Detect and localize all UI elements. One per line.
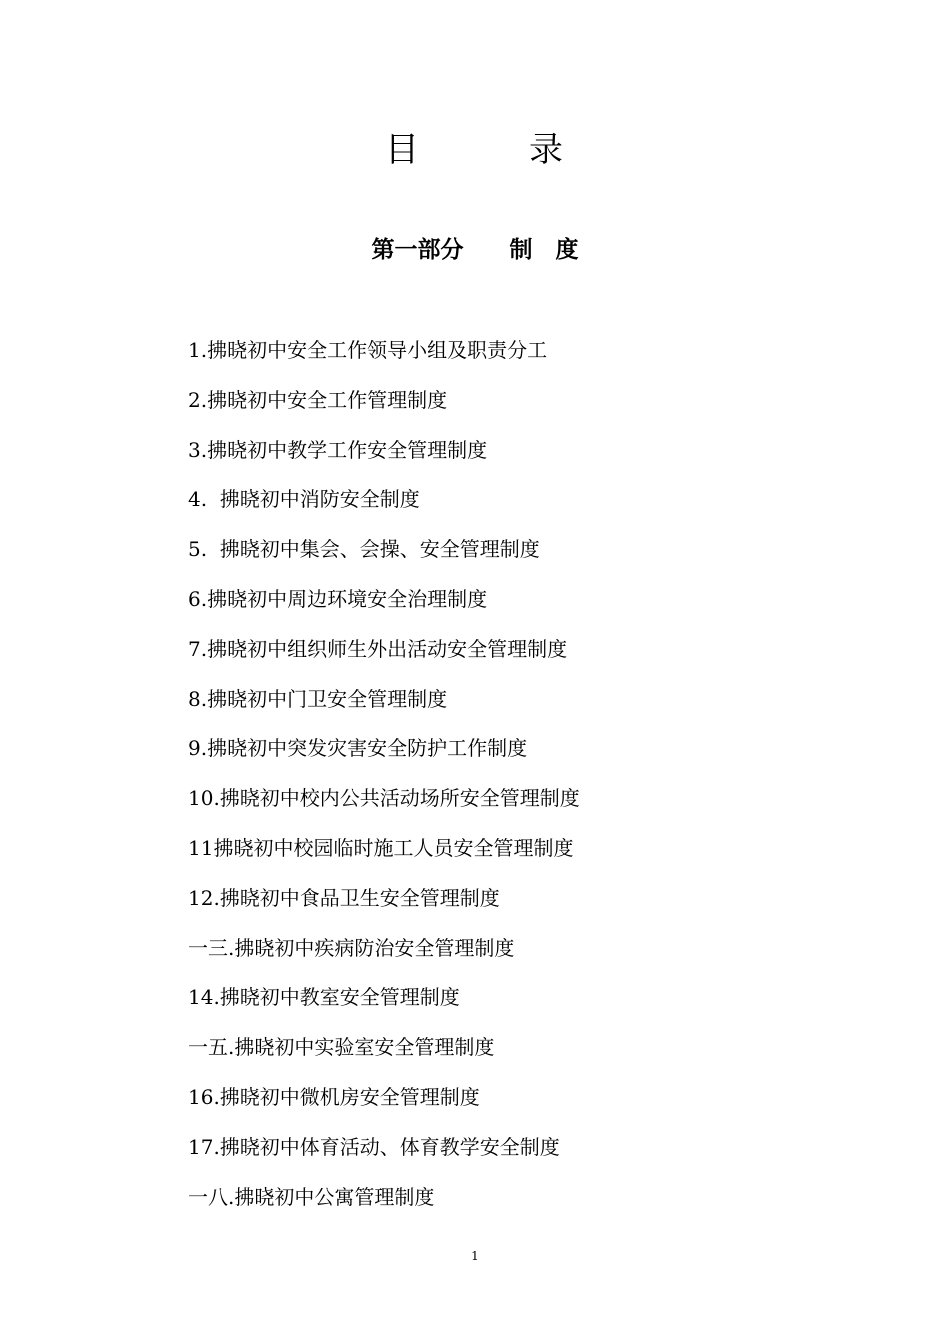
toc-item-9: 9.拂晓初中突发灾害安全防护工作制度: [188, 736, 528, 761]
toc-item-17: 17.拂晓初中体育活动、体育教学安全制度: [188, 1134, 560, 1159]
page-number: 1: [471, 1249, 479, 1263]
toc-item-2: 2.拂晓初中安全工作管理制度: [188, 387, 448, 412]
toc-item-1: 1.拂晓初中安全工作领导小组及职责分工: [188, 338, 548, 362]
section-title: 第一部分 制 度: [371, 237, 579, 263]
toc-item-8: 8.拂晓初中门卫安全管理制度: [188, 686, 448, 711]
toc-item-5: 5. 拂晓初中集会、会操、安全管理制度: [188, 537, 540, 562]
toc-item-16: 16.拂晓初中微机房安全管理制度: [188, 1084, 480, 1109]
page-title: 目 录: [385, 130, 565, 170]
toc-item-3: 3.拂晓初中教学工作安全管理制度: [188, 437, 488, 462]
toc-item-7: 7.拂晓初中组织师生外出活动安全管理制度: [188, 636, 568, 661]
toc-item-6: 6.拂晓初中周边环境安全治理制度: [188, 586, 488, 611]
toc-item-18: 一八.拂晓初中公寓管理制度: [188, 1184, 435, 1209]
table-of-contents: [188, 335, 888, 1231]
toc-item-13: 一三.拂晓初中疾病防治安全管理制度: [188, 935, 515, 960]
toc-item-4: 4. 拂晓初中消防安全制度: [188, 487, 420, 512]
toc-item-11: 11拂晓初中校园临时施工人员安全管理制度: [188, 835, 574, 860]
toc-item-12: 12.拂晓初中食品卫生安全管理制度: [188, 885, 500, 910]
toc-item-15: 一五.拂晓初中实验室安全管理制度: [188, 1035, 495, 1060]
toc-item-14: 14.拂晓初中教室安全管理制度: [188, 985, 460, 1010]
toc-item-10: 10.拂晓初中校内公共活动场所安全管理制度: [188, 786, 580, 811]
